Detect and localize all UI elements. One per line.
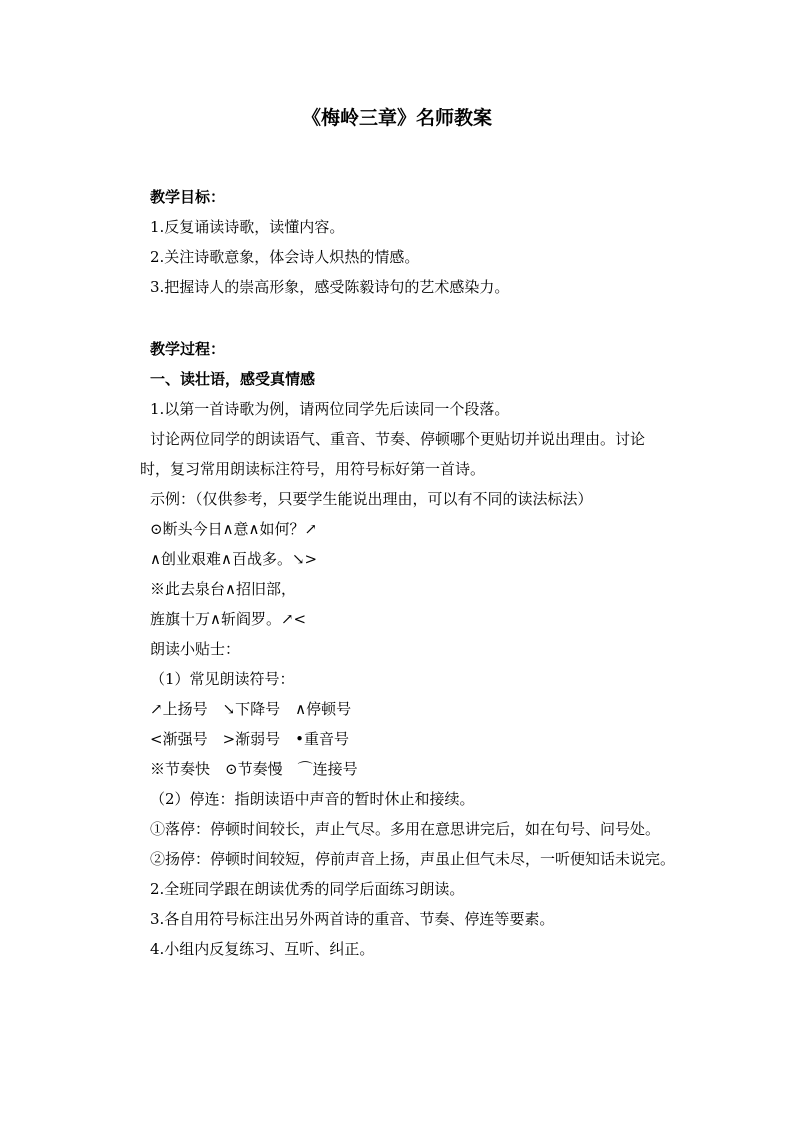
poem-line: ※此去泉台∧招旧部， <box>150 580 296 598</box>
tip-heading: （1）常见朗读符号： <box>150 670 295 688</box>
poem-line: ∧创业艰难∧百战多。↘> <box>150 550 318 568</box>
process-item: 3.各自用符号标注出另外两首诗的重音、节奏、停连等要素。 <box>150 910 555 928</box>
symbol-row: ↗上扬号 ↘下降号 ∧停顿号 <box>150 700 352 718</box>
example-line: 示例：（仅供参考，只要学生能说出理由，可以有不同的读法标法） <box>150 490 593 508</box>
section-heading: 一、读壮语，感受真情感 <box>150 370 316 388</box>
goal-item: 3.把握诗人的崇高形象，感受陈毅诗句的艺术感染力。 <box>150 278 510 296</box>
document-title: 《梅岭三章》名师教案 <box>301 107 492 129</box>
tip-detail: ②扬停：停顿时间较短，停前声音上扬，声虽止但气未尽，一听便知话未说完。 <box>150 850 676 868</box>
process-heading: 教学过程： <box>150 340 226 358</box>
symbol-row: ※节奏快 ⊙节奏慢 ⌒连接号 <box>150 760 358 778</box>
tips-heading: 朗读小贴士： <box>150 640 241 658</box>
spacer <box>150 302 670 334</box>
process-item: 2.全班同学跟在朗读优秀的同学后面练习朗读。 <box>150 880 465 898</box>
poem-line: ⊙断头今日∧意∧如何？↗ <box>150 520 318 538</box>
tip-heading: （2）停连：指朗读语中声音的暂时休止和接续。 <box>150 790 475 808</box>
process-item: 1.以第一首诗歌为例，请两位同学先后读同一个段落。 <box>150 400 510 418</box>
poem-line: 旌旗十万∧斩阎罗。↗< <box>150 610 307 628</box>
document-body <box>140 182 676 964</box>
goals-heading: 教学目标： <box>150 188 226 206</box>
goal-item: 1.反复诵读诗歌，读懂内容。 <box>150 218 345 236</box>
symbol-row: <渐强号 >渐弱号 •重音号 <box>150 730 349 748</box>
tip-detail: ①落停：停顿时间较长，声止气尽。多用在意思讲完后，如在句号、问号处。 <box>150 820 661 838</box>
discussion-paragraph: 讨论两位同学的朗读语气、重音、节奏、停顿哪个更贴切并说出理由。讨论时，复习常用朗读标注符号，用符号标好第一首诗。 <box>140 430 646 478</box>
goal-item: 2.关注诗歌意象，体会诗人炽热的情感。 <box>150 248 420 266</box>
process-item: 4.小组内反复练习、互听、纠正。 <box>150 940 375 958</box>
